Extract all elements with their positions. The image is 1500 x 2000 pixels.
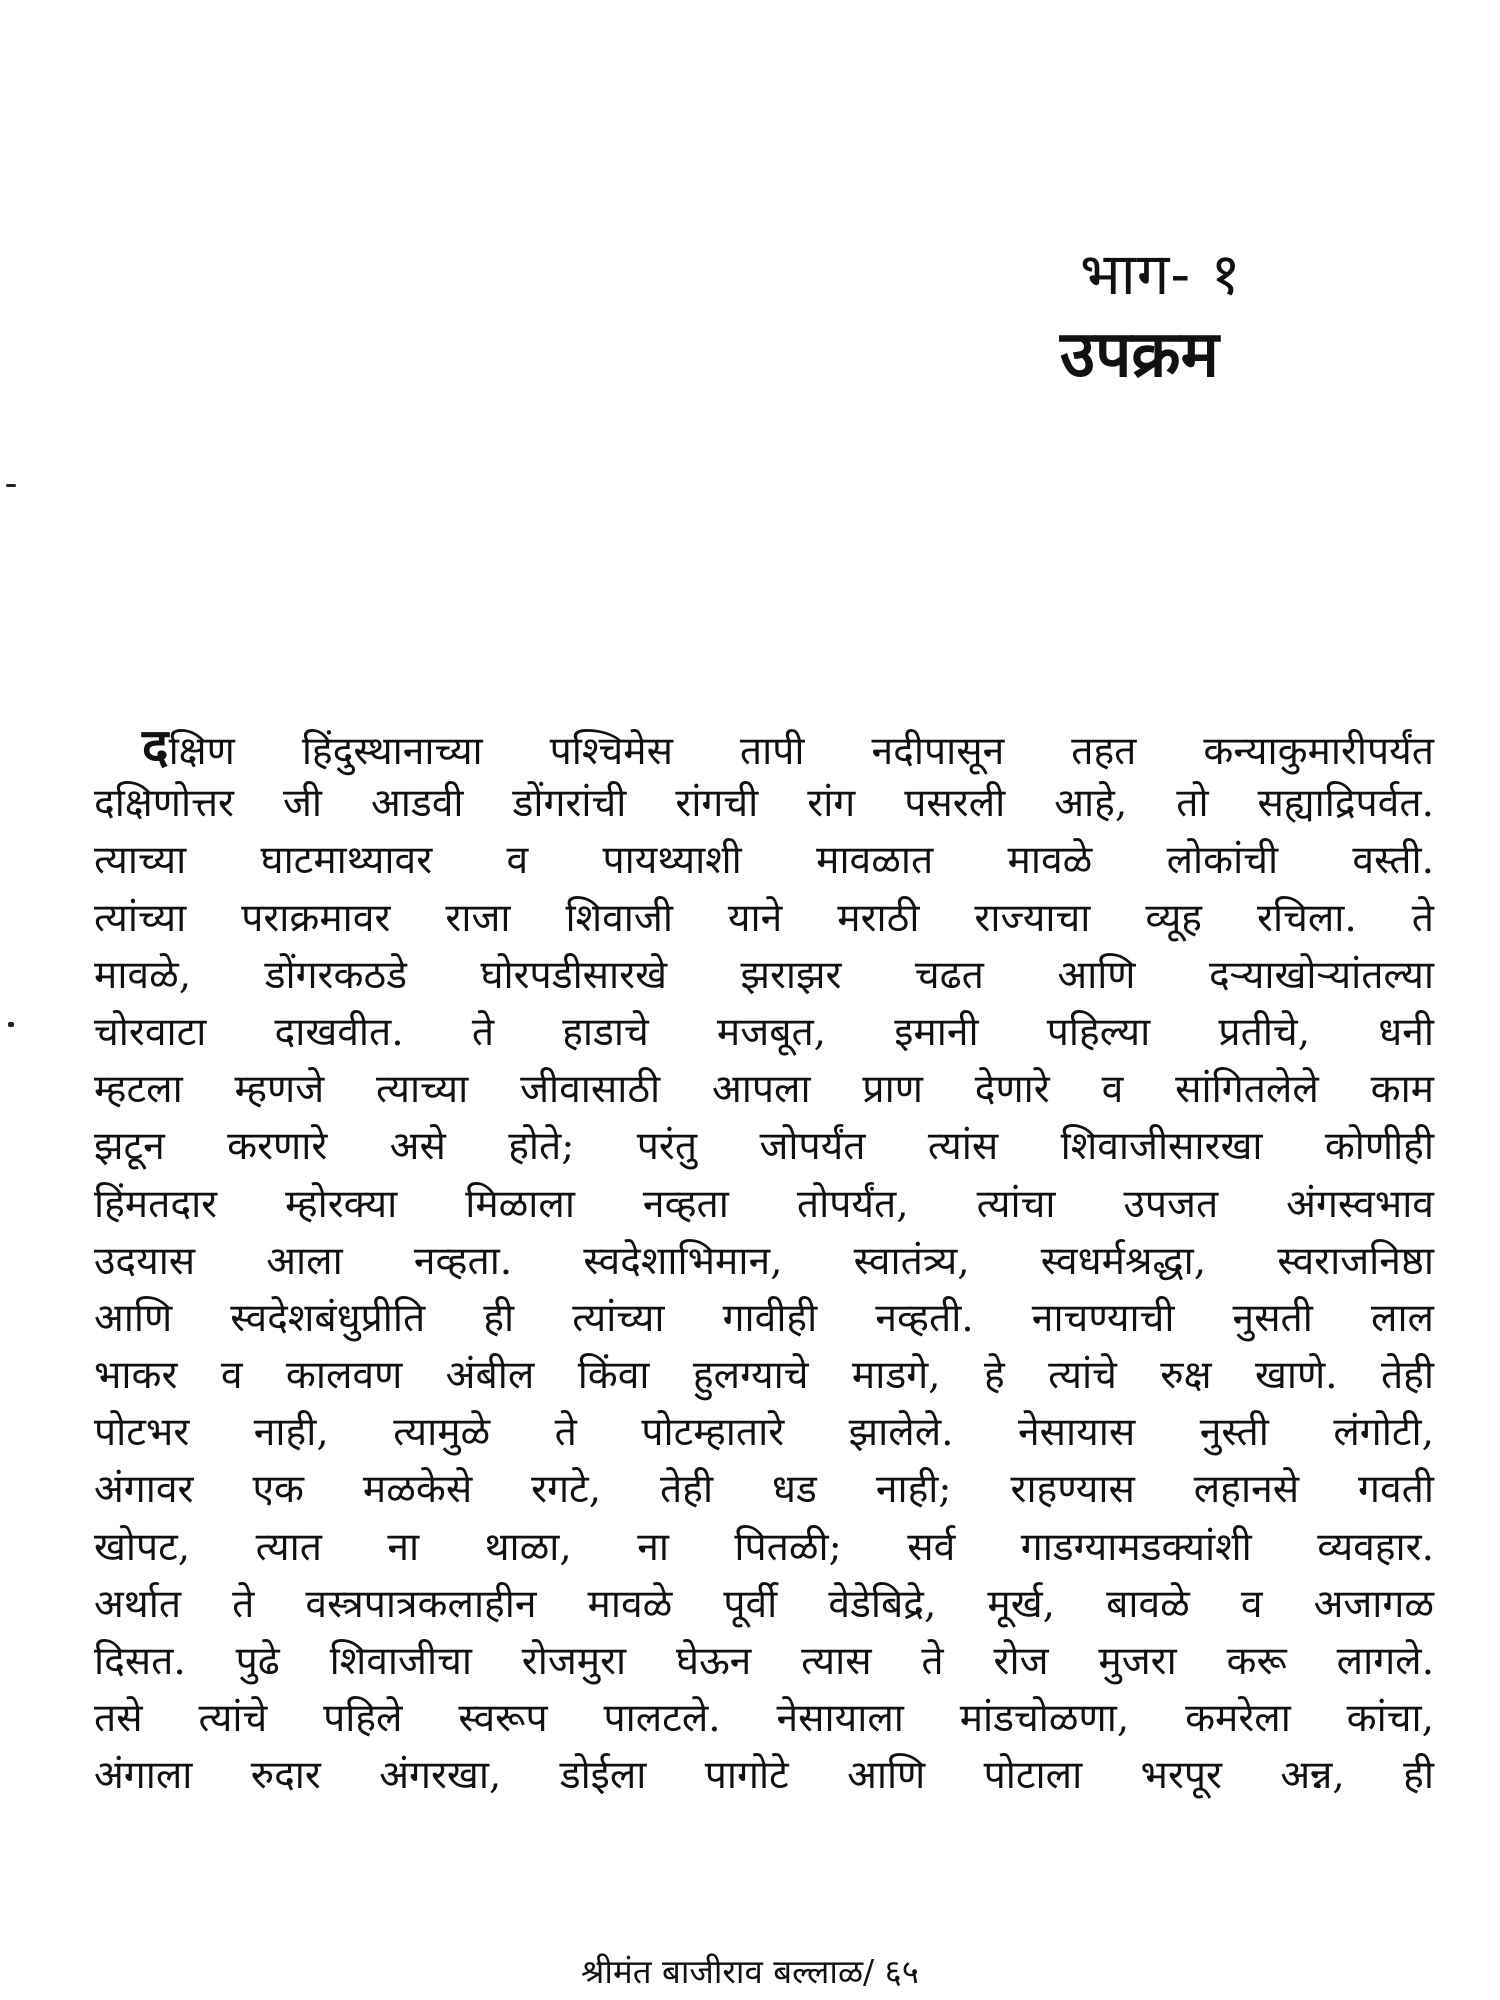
text-line: उदयास आला नव्हता. स्वदेशाभिमान, स्वातंत्र्य, स्वधर्मश्रद्धा, स्वराजनिष्ठा xyxy=(94,1238,1434,1284)
text-line: अंगाला रुदार अंगरखा, डोईला पागोटे आणि पोटाला भरपूर अन्न, ही xyxy=(94,1753,1434,1799)
text-line: खोपट, त्यात ना थाळा, ना पितळी; सर्व गाडग्यामडक्यांशी व्यवहार. xyxy=(94,1524,1434,1570)
text-line: दिसत. पुढे शिवाजीचा रोजमुरा घेऊन त्यास ते रोज मुजरा करू लागले. xyxy=(94,1639,1434,1684)
part-label: भाग- १ xyxy=(1080,240,1242,308)
text-line: हिंमतदार म्होरक्या मिळाला नव्हता तोपर्यंत, त्यांचा उपजत अंगस्वभाव xyxy=(94,1181,1434,1227)
line-text: क्षिण हिंदुस्थानाच्या पश्चिमेस तापी नदीपासून तहत कन्याकुमारीपर्यंत xyxy=(168,729,1434,774)
text-line: अंगावर एक मळकेसे रगटे, तेही धड नाही; राहण्यास लहानसे गवती xyxy=(94,1467,1434,1513)
chapter-title: उपक्रम xyxy=(1060,317,1219,392)
drop-cap: द xyxy=(142,717,169,776)
body-paragraph xyxy=(94,718,1434,1805)
text-line: अर्थात ते वस्त्रपात्रकलाहीन मावळे पूर्वी वेडेबिद्रे, मूर्ख, बावळे व अजागळ xyxy=(94,1581,1434,1627)
text-line: त्याच्या घाटमाथ्यावर व पायथ्याशी मावळात मावळे लोकांची वस्ती. xyxy=(94,838,1434,884)
scan-speck xyxy=(6,484,16,487)
text-line: चोरवाटा दाखवीत. ते हाडाचे मजबूत, इमानी पहिल्या प्रतीचे, धनी xyxy=(94,1009,1434,1055)
text-line: मावळे, डोंगरकठडे घोरपडीसारखे झराझर चढत आणि दऱ्याखोऱ्यांतल्या xyxy=(94,952,1434,998)
text-line: पोटभर नाही, त्यामुळे ते पोटम्हातारे झालेले. नेसायास नुस्ती लंगोटी, xyxy=(94,1410,1434,1456)
scan-speck xyxy=(8,1022,14,1027)
text-line: भाकर व कालवण अंबील किंवा हुलग्याचे माडगे, हे त्यांचे रुक्ष खाणे. तेही xyxy=(94,1353,1434,1399)
text-line: तसे त्यांचे पहिले स्वरूप पालटले. नेसायाला मांडचोळणा, कमरेला कांचा, xyxy=(94,1696,1434,1742)
text-line: त्यांच्या पराक्रमावर राजा शिवाजी याने मराठी राज्याचा व्यूह रचिला. ते xyxy=(94,895,1434,941)
text-line: दक्षिणोत्तर जी आडवी डोंगरांची रांगची रांग पसरली आहे, तो सह्याद्रिपर्वत. xyxy=(94,781,1434,827)
text-line: आणि स्वदेशबंधुप्रीति ही त्यांच्या गावीही नव्हती. नाचण्याची नुसती लाल xyxy=(94,1295,1434,1341)
text-line xyxy=(94,718,1434,775)
page-footer: श्रीमंत बाजीराव बल्लाळ/ ६५ xyxy=(581,1952,919,1991)
text-line: म्हटला म्हणजे त्याच्या जीवासाठी आपला प्राण देणारे व सांगितलेले काम xyxy=(94,1067,1434,1113)
text-line: झटून करणारे असे होते; परंतु जोपर्यंत त्यांस शिवाजीसारखा कोणीही xyxy=(94,1124,1434,1170)
